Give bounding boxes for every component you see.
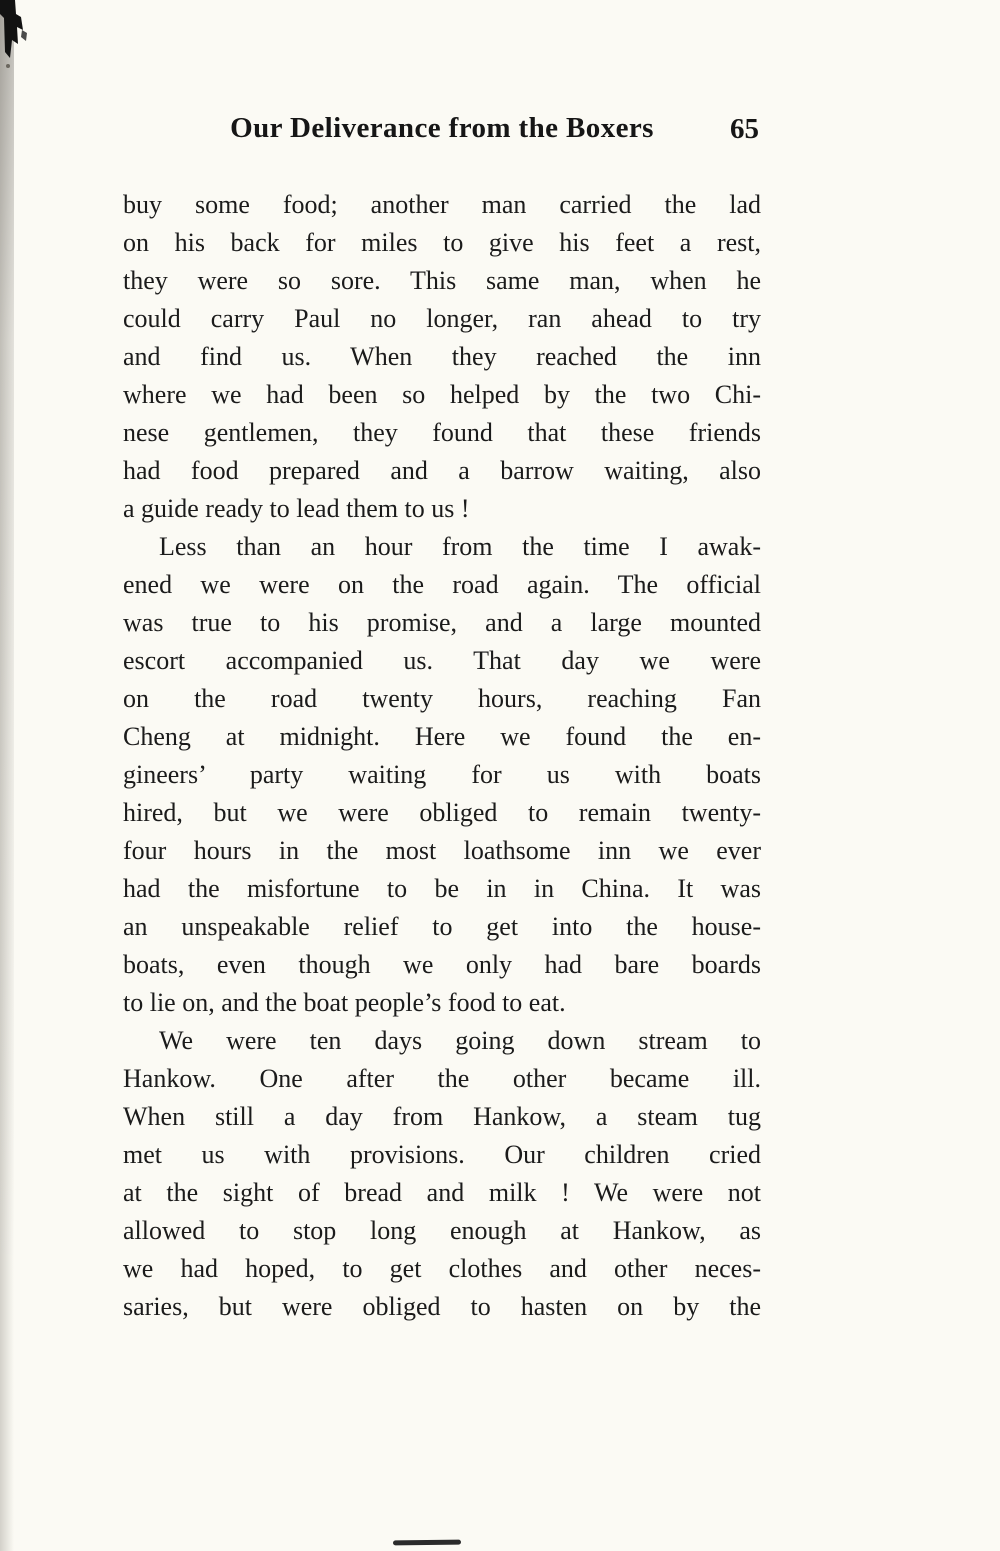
text-line: where we had been so helped by the two Chi- — [123, 380, 761, 409]
text-line: and find us. When they reached the inn — [123, 342, 761, 371]
text-line: they were so sore. This same man, when he — [123, 266, 761, 295]
text-line: We were ten days going down stream to — [159, 1026, 761, 1055]
running-title: Our Deliverance from the Boxers — [230, 112, 654, 144]
text-line: boats, even though we only had bare boards — [123, 950, 761, 979]
page-header — [123, 112, 761, 156]
text-line: buy some food; another man carried the lad — [123, 190, 761, 219]
text-line: hired, but we were obliged to remain twenty- — [123, 798, 761, 827]
scan-artifact-corner-ink-blot — [0, 0, 36, 80]
paragraph — [123, 186, 761, 528]
text-line: Cheng at midnight. Here we found the en- — [123, 722, 761, 751]
text-line: on the road twenty hours, reaching Fan — [123, 684, 761, 713]
text-line: on his back for miles to give his feet a rest, — [123, 228, 761, 257]
text-line: four hours in the most loathsome inn we ever — [123, 836, 761, 865]
text-line: had the misfortune to be in in China. It was — [123, 874, 761, 903]
text-line: escort accompanied us. That day we were — [123, 646, 761, 675]
text-line: could carry Paul no longer, ran ahead to try — [123, 304, 761, 333]
text-line: nese gentlemen, they found that these friends — [123, 418, 761, 447]
text-line: an unspeakable relief to get into the house- — [123, 912, 761, 941]
scan-artifact-bottom-mark — [393, 1540, 461, 1546]
text-line: Less than an hour from the time I awak- — [159, 532, 761, 561]
text-line: to lie on, and the boat people’s food to eat. — [123, 988, 566, 1017]
paragraph — [123, 528, 761, 1022]
page-number: 65 — [730, 113, 759, 145]
text-line: met us with provisions. Our children cried — [123, 1140, 761, 1169]
text-line: ened we were on the road again. The official — [123, 570, 761, 599]
text-line: gineers’ party waiting for us with boats — [123, 760, 761, 789]
scan-artifact-left-edge — [0, 0, 14, 1551]
text-line: allowed to stop long enough at Hankow, as — [123, 1216, 761, 1245]
text-line: at the sight of bread and milk ! We were not — [123, 1178, 761, 1207]
paragraph — [123, 1022, 761, 1326]
text-line: saries, but were obliged to hasten on by the — [123, 1292, 761, 1321]
text-line: had food prepared and a barrow waiting, also — [123, 456, 761, 485]
text-block — [123, 186, 761, 1326]
text-line: a guide ready to lead them to us ! — [123, 494, 470, 523]
text-line: Hankow. One after the other became ill. — [123, 1064, 761, 1093]
text-line: When still a day from Hankow, a steam tug — [123, 1102, 761, 1131]
text-line: was true to his promise, and a large mounted — [123, 608, 761, 637]
text-line: we had hoped, to get clothes and other neces- — [123, 1254, 761, 1283]
